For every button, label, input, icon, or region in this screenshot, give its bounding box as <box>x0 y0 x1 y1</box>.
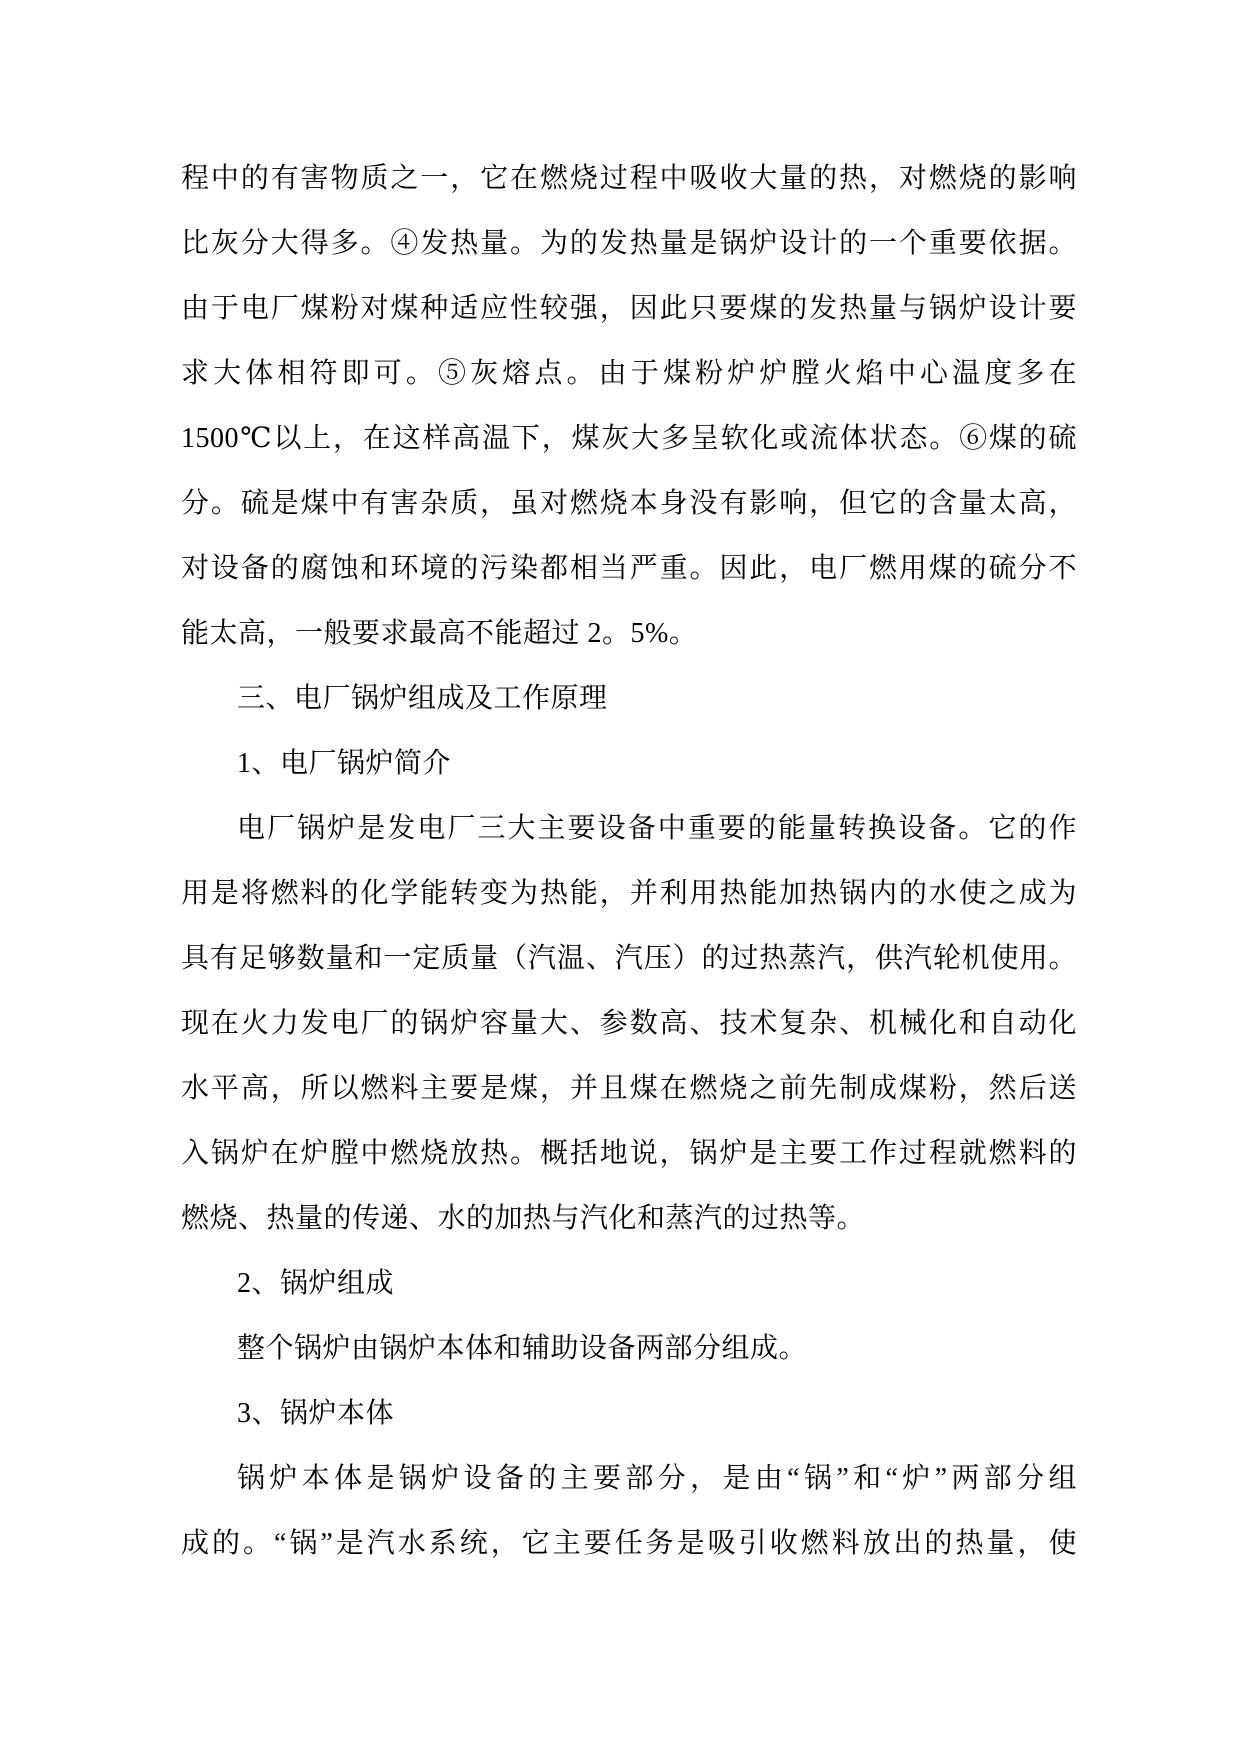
text-line: 程中的有害物质之一，它在燃烧过程中吸收大量的热，对燃烧的影响 <box>181 163 1077 194</box>
text-line: 入锅炉在炉膛中燃烧放热。概括地说，锅炉是主要工作过程就燃料的 <box>181 1138 1077 1169</box>
text-line: 比灰分大得多。④发热量。为的发热量是锅炉设计的一个重要依据。 <box>181 228 1077 259</box>
text-line: 由于电厂煤粉对煤种适应性较强，因此只要煤的发热量与锅炉设计要 <box>181 293 1077 324</box>
text-line: 整个锅炉由锅炉本体和辅助设备两部分组成。 <box>237 1333 808 1364</box>
sub-heading: 1、电厂锅炉简介 <box>237 748 452 779</box>
text-line: 求大体相符即可。⑤灰熔点。由于煤粉炉炉膛火焰中心温度多在 <box>181 358 1077 389</box>
text-line: 对设备的腐蚀和环境的污染都相当严重。因此，电厂燃用煤的硫分不 <box>181 553 1077 584</box>
text-line: 1500℃以上，在这样高温下，煤灰大多呈软化或流体状态。⑥煤的硫 <box>181 423 1077 454</box>
text-line: 成的。“锅”是汽水系统，它主要任务是吸引收燃料放出的热量，使 <box>181 1528 1077 1559</box>
text-line: 具有足够数量和一定质量（汽温、汽压）的过热蒸汽，供汽轮机使用。 <box>181 943 1077 974</box>
text-line: 现在火力发电厂的锅炉容量大、参数高、技术复杂、机械化和自动化 <box>181 1008 1077 1039</box>
text-line: 电厂锅炉是发电厂三大主要设备中重要的能量转换设备。它的作 <box>237 813 1077 844</box>
text-line: 燃烧、热量的传递、水的加热与汽化和蒸汽的过热等。 <box>181 1203 866 1234</box>
text-line: 用是将燃料的化学能转变为热能，并利用热能加热锅内的水使之成为 <box>181 878 1077 909</box>
text-line: 能太高，一般要求最高不能超过 2。5%。 <box>181 618 698 649</box>
section-heading: 三、电厂锅炉组成及工作原理 <box>237 683 608 714</box>
text-line: 分。硫是煤中有害杂质，虽对燃烧本身没有影响，但它的含量太高， <box>181 488 1077 519</box>
sub-heading: 2、锅炉组成 <box>237 1268 395 1299</box>
sub-heading: 3、锅炉本体 <box>237 1398 395 1429</box>
text-line: 锅炉本体是锅炉设备的主要部分，是由“锅”和“炉”两部分组 <box>237 1463 1077 1494</box>
text-line: 水平高，所以燃料主要是煤，并且煤在燃烧之前先制成煤粉，然后送 <box>181 1073 1077 1104</box>
